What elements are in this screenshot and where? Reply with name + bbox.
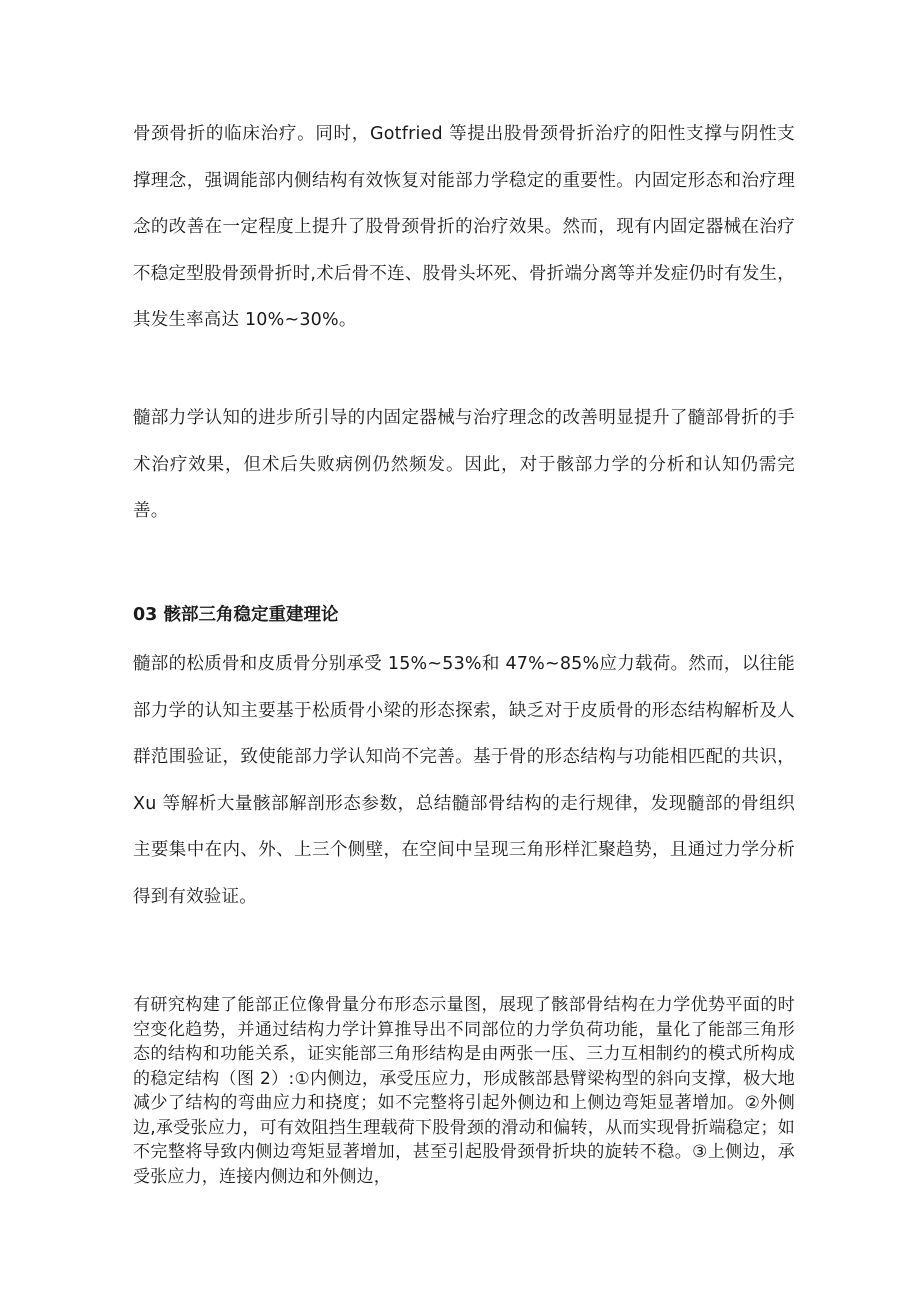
section-heading: 03 骸部三角稳定重建理论 xyxy=(133,605,339,625)
paragraph-fixation-concepts: 骨颈骨折的临床治疗。同时，Gotfried 等提出股骨颈骨折治疗的阳性支撑与阴性支撑理念，强调能部内侧结构有效恢复对能部力学稳定的重要性。内固定形态和治疗理念的改善在一定程度上提升了股骨颈骨折的治疗效果。然而，现有内固定器械在治疗不稳定型股骨颈骨折时,术后骨不连、股骨头坏死、骨折端分离等并发症仍时有发生，其发生率高达 10%~30%。 xyxy=(133,124,795,330)
paragraph-biomechanics-progress: 髓部力学认知的进步所引导的内固定器械与治疗理念的改善明显提升了髓部骨折的手术治疗效果，但术后失败病例仍然频发。因此，对于骸部力学的分析和认知仍需完善。 xyxy=(133,408,795,521)
paragraph-triangle-structure: 有研究构建了能部正位像骨量分布形态示量图，展现了骸部骨结构在力学优势平面的时空变化趋势，并通过结构力学计算推导出不同部位的力学负荷功能，量化了能部三角形态的结构和功能关系，证实能部三角形结构是由两张一压、三力互相制约的模式所构成的稳定结构（图 2）:①内侧边，承受压应力，形成骸部悬臂梁构型的斜向支撑，极大地减少了结构的弯曲应力和挠度；如不完整将引起外侧边和上侧边弯矩显著增加。②外侧边,承受张应力，可有效阻挡生理载荷下股骨颈的滑动和偏转，从而实现骨折端稳定；如不完整将导致内侧边弯矩显著增加，甚至引起股骨颈骨折块的旋转不稳。③上侧边，承受张应力，连接内侧边和外侧边， xyxy=(133,995,795,1187)
paragraph-bone-stress-distribution: 髓部的松质骨和皮质骨分别承受 15%~53%和 47%~85%应力载荷。然而，以往能部力学的认知主要基于松质骨小梁的形态探索，缺乏对于皮质骨的形态结构解析及人群范围验证，致使能部力学认知尚不完善。基于骨的形态结构与功能相匹配的共识，Xu 等解析大量骸部解剖形态参数，总结髓部骨结构的走行规律，发现髓部的骨组织主要集中在内、外、上三个侧壁，在空间中呈现三角形样汇聚趋势，且通过力学分析得到有效验证。 xyxy=(133,654,795,907)
